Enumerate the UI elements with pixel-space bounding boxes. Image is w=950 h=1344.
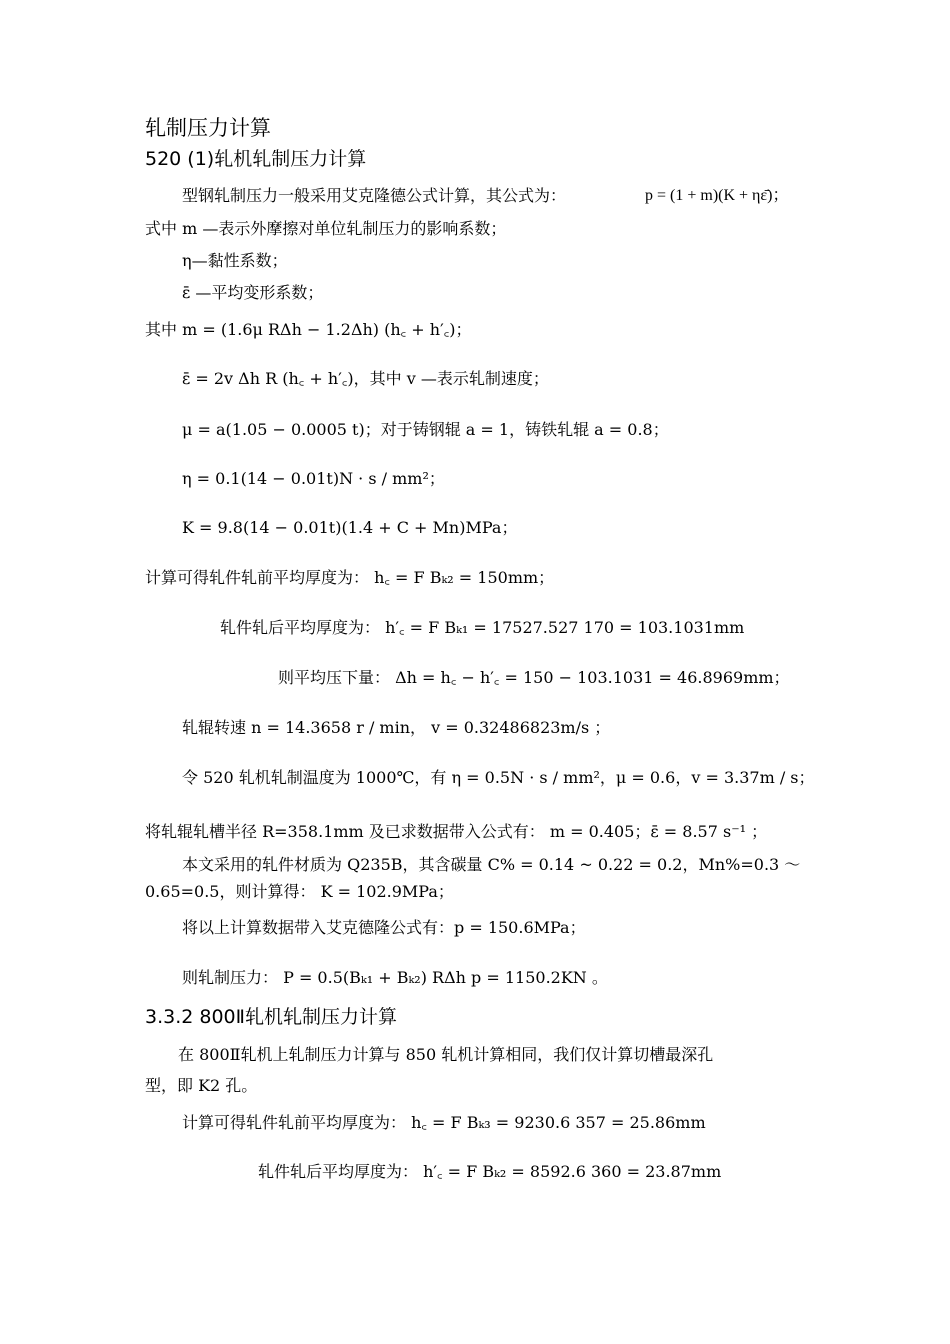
page-title: 轧制压力计算 [145,116,271,140]
text-line: 在 800Ⅱ轧机上轧制压力计算与 850 轧机计算相同，我们仅计算切槽最深孔 [178,1045,714,1064]
section-heading-520: 520 (1)轧机轧制压力计算 [145,148,367,170]
formula-line: 轧件轧后平均厚度为： h′꜀ = F Bₖ₂ = 8592.6 360 = 23.87mm [258,1162,722,1181]
formula-line: 其中 m = (1.6μ RΔh − 1.2Δh) (h꜀ + h′꜀)； [145,320,472,339]
formula-ekelund: p = (1 + m)(K + ηε̄)； [645,187,789,204]
formula-line: 则轧制压力： P = 0.5(Bₖ₁ + Bₖ₂) RΔh p = 1150.2KN 。 [182,968,608,987]
formula-line: 轧辊转速 n = 14.3658 r / min， v = 0.32486823m/s ； [182,718,611,737]
text-line: η—黏性系数； [182,251,288,270]
formula-line: η = 0.1(14 − 0.01t)N · s / mm²； [182,469,445,488]
text-line: ε̄ —平均变形系数； [182,283,324,302]
text-line: 型，即 K2 孔。 [145,1076,258,1095]
formula-line: 将轧辊轧槽半径 R=358.1mm 及已求数据带入公式有： m = 0.405；ε̄ = 8.57 s⁻¹ ； [145,822,768,841]
formula-line: 轧件轧后平均厚度为： h′꜀ = F Bₖ₁ = 17527.527 170 = 103.1031mm [220,618,745,637]
text-line: 本文采用的轧件材质为 Q235B，其含碳量 C% = 0.14 ~ 0.22 = 0.2，Mn%=0.3 ～ [182,855,801,874]
formula-line: 计算可得轧件轧前平均厚度为： h꜀ = F Bₖ₃ = 9230.6 357 = 25.86mm [182,1113,706,1132]
formula-line: K = 9.8(14 − 0.01t)(1.4 + C + Mn)MPa； [182,518,518,537]
formula-line: 令 520 轧机轧制温度为 1000℃，有 η = 0.5N · s / mm²，μ = 0.6，v = 3.37m / s； [182,768,815,787]
formula-line: 将以上计算数据带入艾克德隆公式有：p = 150.6MPa； [182,918,586,937]
formula-line: 计算可得轧件轧前平均厚度为： h꜀ = F Bₖ₂ = 150mm； [145,568,555,587]
section-heading-800: 3.3.2 800Ⅱ轧机轧制压力计算 [145,1006,398,1028]
formula-line: 则平均压下量： Δh = h꜀ − h′꜀ = 150 − 103.1031 = 46.8969mm； [278,668,790,687]
text-line: 型钢轧制压力一般采用艾克隆德公式计算，其公式为： [182,186,567,205]
text-line: 式中 m —表示外摩擦对单位轧制压力的影响系数； [145,219,507,238]
formula-line: μ = a(1.05 − 0.0005 t)；对于铸钢辊 a = 1，铸铁轧辊 a = 0.8； [182,420,669,439]
text-line: 0.65=0.5，则计算得： K = 102.9MPa； [145,882,454,901]
formula-line: ε̄ = 2v Δh R (h꜀ + h′꜀)，其中 v —表示轧制速度； [182,369,549,388]
